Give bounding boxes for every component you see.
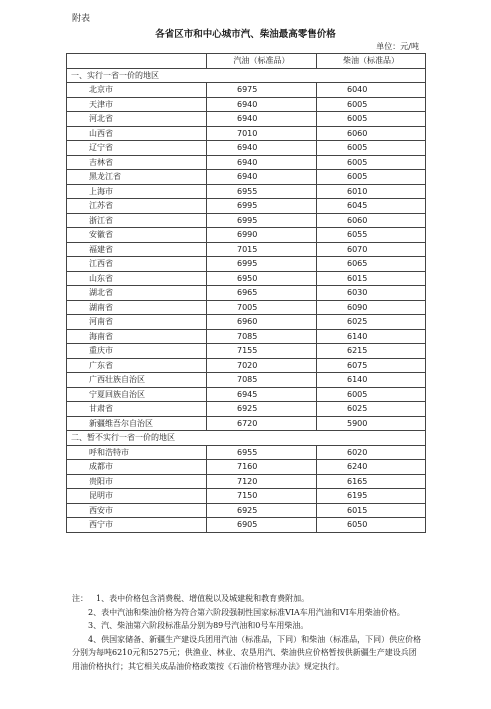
gasoline-price-cell: 7150 [207,489,317,504]
region-cell: 宁夏回族自治区 [67,387,207,402]
note-item-2: 2、表中汽油和柴油价格为符合第六阶段强制性国家标准VIA车用汽油和VI车用柴油价格。 [88,607,405,617]
gasoline-price-cell: 6925 [207,402,317,417]
gasoline-price-cell: 6955 [207,184,317,199]
table-row [67,402,426,417]
table-row [67,416,426,431]
gasoline-price-cell: 6990 [207,228,317,243]
region-cell: 西宁市 [67,518,207,533]
gasoline-price-cell: 6950 [207,271,317,286]
table-row [67,503,426,518]
table-row [67,373,426,388]
table-row [67,199,426,214]
gasoline-price-cell: 6975 [207,83,317,98]
unit-label: 单位：元/吨 [376,42,419,51]
diesel-price-cell: 6015 [317,271,426,286]
diesel-price-cell: 6005 [317,155,426,170]
diesel-price-cell: 6070 [317,242,426,257]
gasoline-price-cell: 7010 [207,126,317,141]
region-cell: 海南省 [67,329,207,344]
region-cell: 黑龙江省 [67,170,207,185]
gasoline-price-cell: 6905 [207,518,317,533]
table-row [67,315,426,330]
region-cell: 湖北省 [67,286,207,301]
table-row [67,460,426,475]
diesel-price-cell: 6005 [317,97,426,112]
price-table-body [67,54,426,533]
table-header-row [67,54,426,69]
gasoline-price-cell: 7085 [207,373,317,388]
table-row [67,126,426,141]
diesel-price-cell: 6040 [317,83,426,98]
diesel-price-cell: 6065 [317,257,426,272]
table-row [67,141,426,156]
region-cell: 辽宁省 [67,141,207,156]
table-row [67,155,426,170]
region-cell: 上海市 [67,184,207,199]
table-row [67,358,426,373]
gasoline-price-cell: 7155 [207,344,317,359]
diesel-price-cell: 6005 [317,387,426,402]
table-row [67,184,426,199]
gasoline-price-cell: 6940 [207,155,317,170]
diesel-price-cell: 6005 [317,112,426,127]
table-row [67,387,426,402]
table-row [67,474,426,489]
note-item-4: 4、供国家储备、新疆生产建设兵团用汽油（标准品，下同）和柴油（标准品，下同）供应价格分别为每吨6210元和5275元；供渔业、林业、农垦用汽、柴油供应价格暂按供新疆生产建设兵团用油价格执行；其它相关成品油价格政策按《石油价格管理办法》规定执行。 [72,634,422,671]
region-cell: 河北省 [67,112,207,127]
region-cell: 贵阳市 [67,474,207,489]
diesel-price-cell: 6090 [317,300,426,315]
table-row [67,445,426,460]
table-row [67,257,426,272]
note-item-1: 1、表中价格包含消费税、增值税以及城建税和教育费附加。 [96,594,310,603]
gasoline-price-cell: 6995 [207,257,317,272]
gasoline-price-cell: 6995 [207,213,317,228]
region-cell: 天津市 [67,97,207,112]
diesel-price-cell: 6140 [317,373,426,388]
region-cell: 安徽省 [67,228,207,243]
region-cell: 广东省 [67,358,207,373]
table-row [67,300,426,315]
gasoline-price-cell: 7120 [207,474,317,489]
note-line-1 [72,592,422,606]
header-region-cell [67,54,207,69]
diesel-price-cell: 6025 [317,315,426,330]
gasoline-price-cell: 6965 [207,286,317,301]
diesel-price-cell: 6075 [317,358,426,373]
table-row [67,112,426,127]
note-item-3: 3、汽、柴油第六阶段标准品分别为89号汽油和0号车用柴油。 [88,621,309,630]
region-cell: 广西壮族自治区 [67,373,207,388]
region-cell: 山东省 [67,271,207,286]
diesel-price-cell: 6060 [317,213,426,228]
region-cell: 江西省 [67,257,207,272]
attachment-label: 附表 [72,14,91,24]
table-row [67,213,426,228]
region-cell: 山西省 [67,126,207,141]
gasoline-price-cell: 7020 [207,358,317,373]
gasoline-price-cell: 7005 [207,300,317,315]
diesel-price-cell: 6165 [317,474,426,489]
diesel-price-cell: 6060 [317,126,426,141]
diesel-price-cell: 6030 [317,286,426,301]
table-row [67,489,426,504]
gasoline-price-cell: 6720 [207,416,317,431]
gasoline-price-cell: 7085 [207,329,317,344]
diesel-price-cell: 5900 [317,416,426,431]
section-heading-row [67,431,426,446]
region-cell: 浙江省 [67,213,207,228]
price-table [66,53,426,533]
region-cell: 西安市 [67,503,207,518]
table-row [67,344,426,359]
region-cell: 新疆维吾尔自治区 [67,416,207,431]
diesel-price-cell: 6010 [317,184,426,199]
section-heading: 二、暂不实行一省一价的地区 [67,431,426,446]
table-row [67,83,426,98]
region-cell: 昆明市 [67,489,207,504]
gasoline-price-cell: 6995 [207,199,317,214]
diesel-price-cell: 6005 [317,141,426,156]
diesel-price-cell: 6015 [317,503,426,518]
header-diesel: 柴油（标准品） [317,54,426,69]
region-cell: 吉林省 [67,155,207,170]
gasoline-price-cell: 6945 [207,387,317,402]
diesel-price-cell: 6240 [317,460,426,475]
region-cell: 湖南省 [67,300,207,315]
gasoline-price-cell: 6925 [207,503,317,518]
table-row [67,286,426,301]
table-row [67,170,426,185]
table-row [67,518,426,533]
diesel-price-cell: 6055 [317,228,426,243]
region-cell: 江苏省 [67,199,207,214]
region-cell: 重庆市 [67,344,207,359]
gasoline-price-cell: 7160 [207,460,317,475]
table-row [67,228,426,243]
gasoline-price-cell: 6960 [207,315,317,330]
gasoline-price-cell: 6955 [207,445,317,460]
header-gasoline: 汽油（标准品） [207,54,317,69]
section-heading-row [67,68,426,83]
notes-label: 注： [72,594,88,603]
region-cell: 河南省 [67,315,207,330]
page-title: 各省区市和中心城市汽、柴油最高零售价格 [155,29,336,40]
region-cell: 福建省 [67,242,207,257]
diesel-price-cell: 6005 [317,170,426,185]
diesel-price-cell: 6025 [317,402,426,417]
section-heading: 一、实行一省一价的地区 [67,68,426,83]
region-cell: 甘肃省 [67,402,207,417]
diesel-price-cell: 6045 [317,199,426,214]
region-cell: 呼和浩特市 [67,445,207,460]
gasoline-price-cell: 7015 [207,242,317,257]
table-row [67,97,426,112]
table-row [67,242,426,257]
diesel-price-cell: 6050 [317,518,426,533]
diesel-price-cell: 6020 [317,445,426,460]
gasoline-price-cell: 6940 [207,112,317,127]
region-cell: 北京市 [67,83,207,98]
notes [72,592,422,673]
gasoline-price-cell: 6940 [207,170,317,185]
region-cell: 成都市 [67,460,207,475]
table-row [67,329,426,344]
diesel-price-cell: 6140 [317,329,426,344]
table-row [67,271,426,286]
diesel-price-cell: 6215 [317,344,426,359]
gasoline-price-cell: 6940 [207,97,317,112]
gasoline-price-cell: 6940 [207,141,317,156]
diesel-price-cell: 6195 [317,489,426,504]
